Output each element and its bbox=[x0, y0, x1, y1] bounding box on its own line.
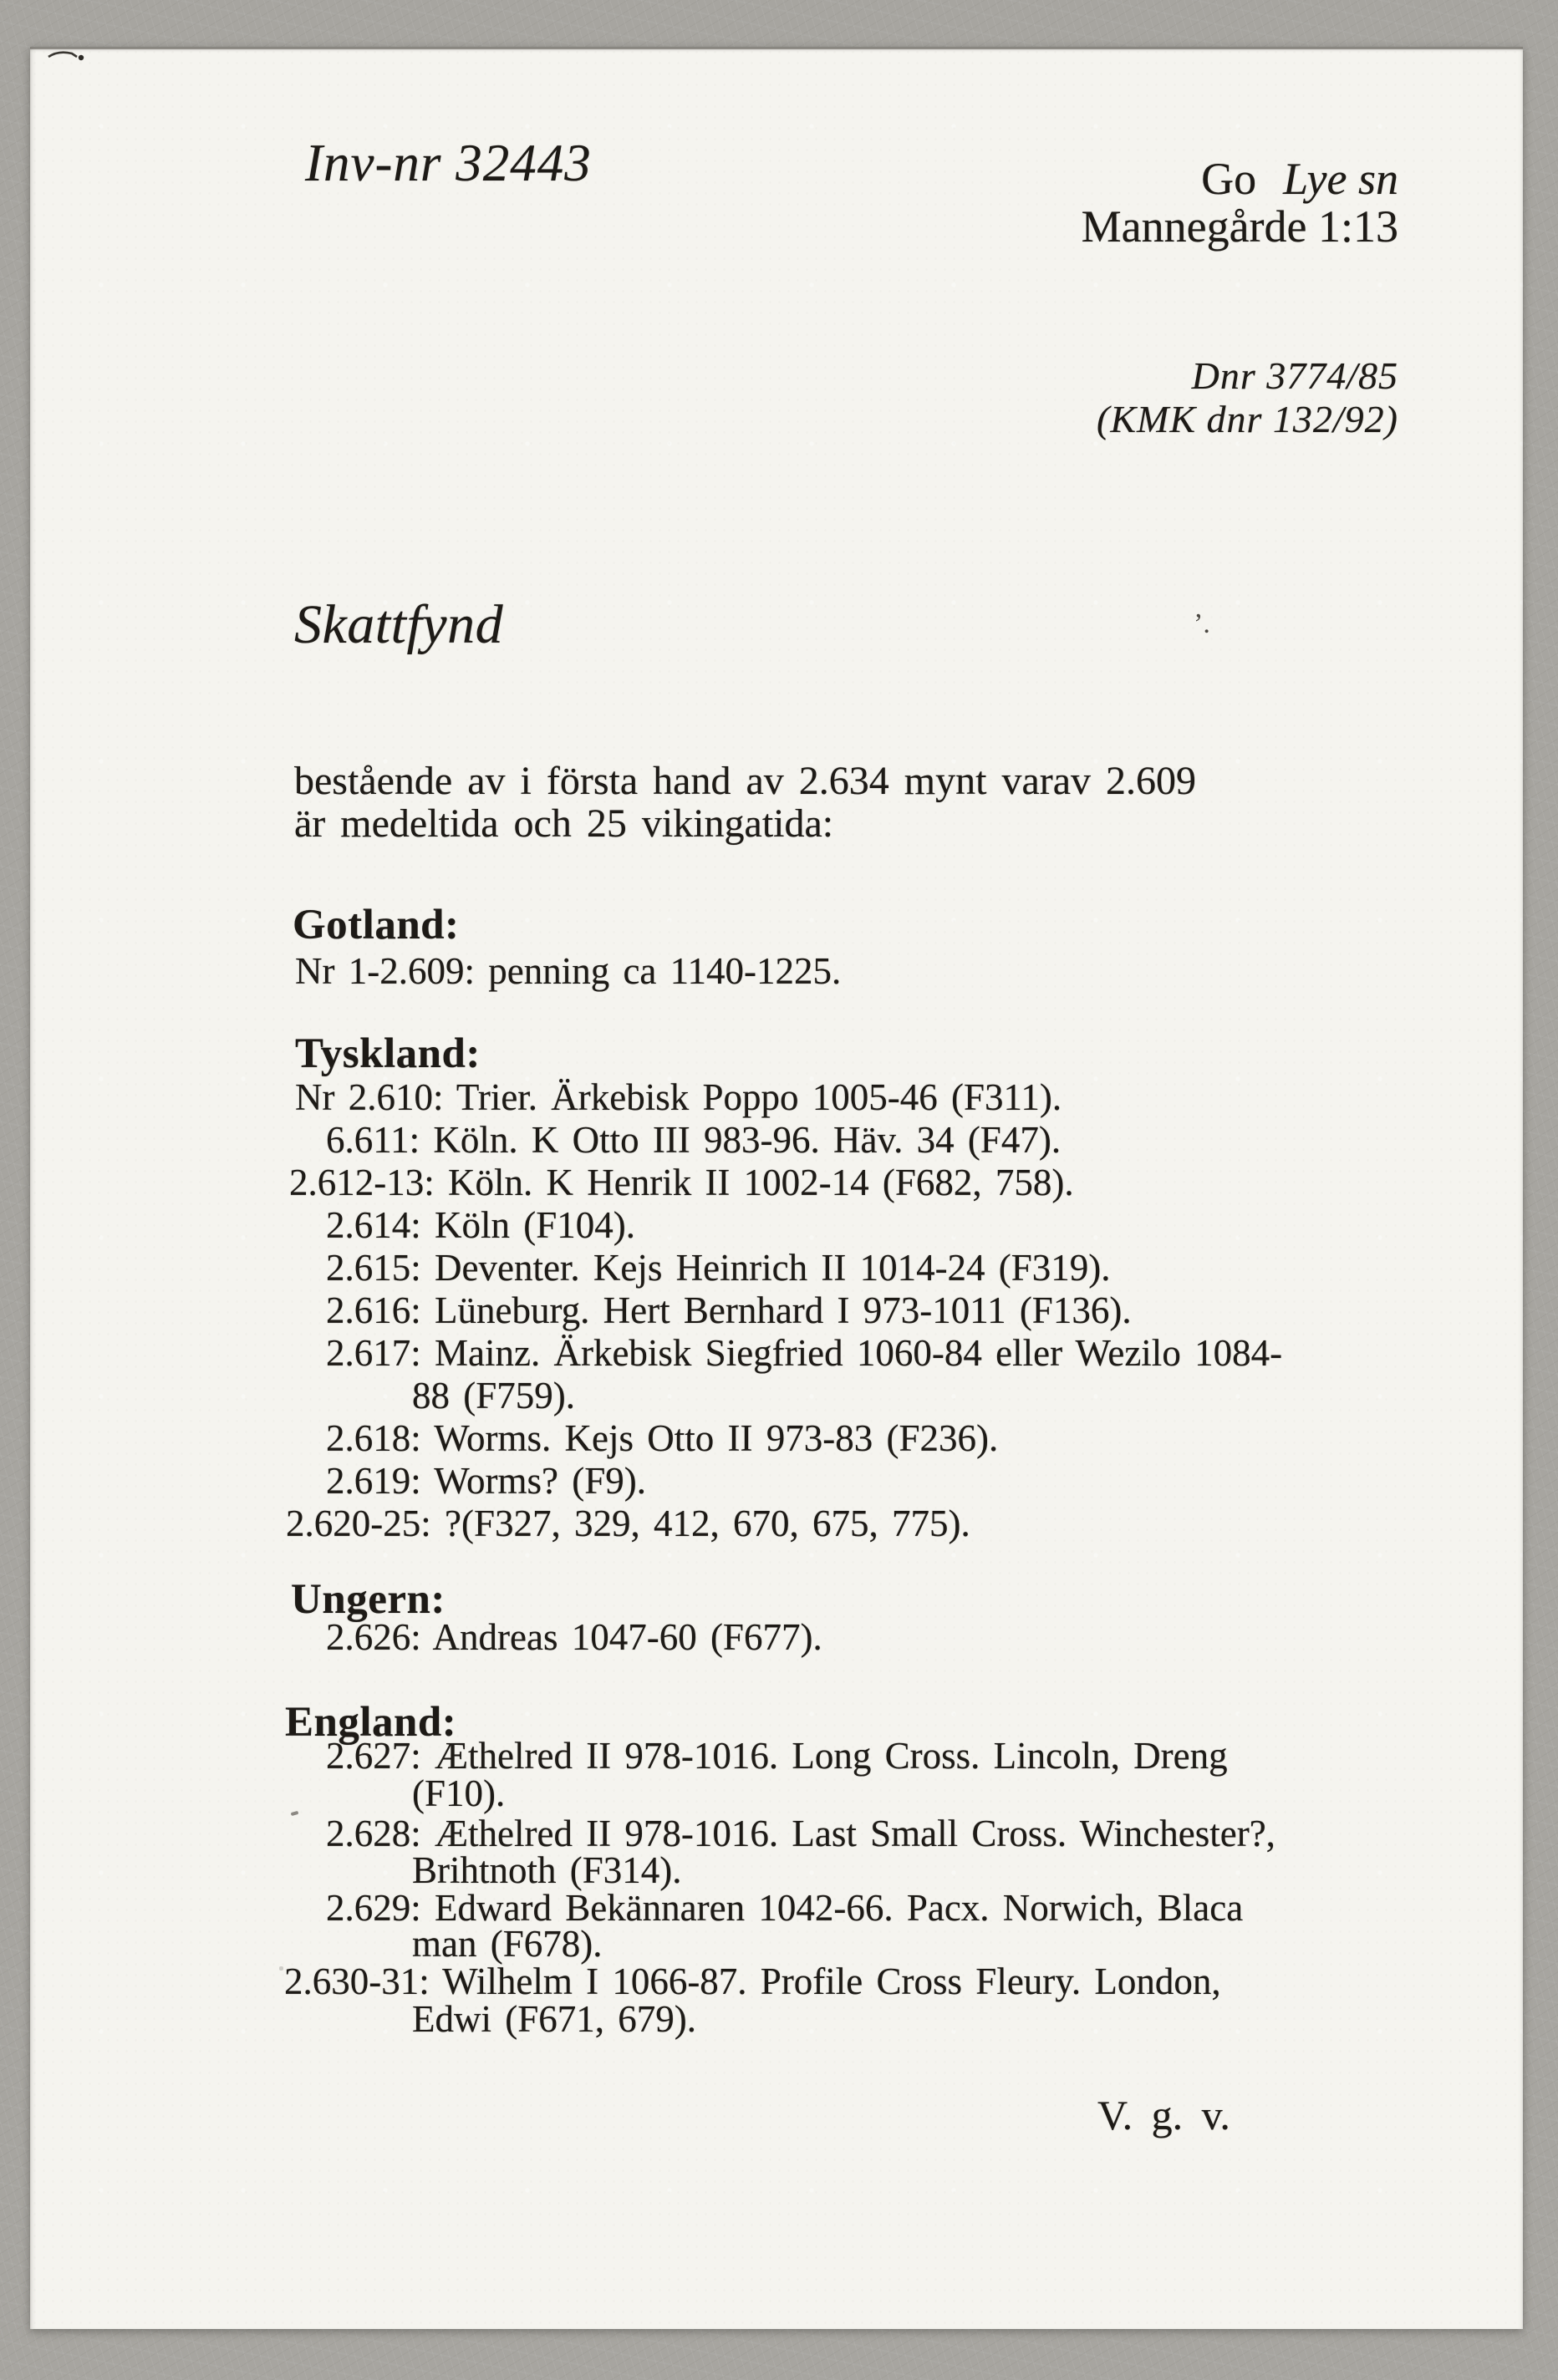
section-heading-gotland: Gotland: bbox=[293, 902, 460, 948]
parish-line bbox=[1201, 154, 1398, 204]
entry-line: 6.611: Köln. K Otto III 983-96. Häv. 34 (F47). bbox=[326, 1119, 1062, 1161]
page-title: Skattfynd bbox=[294, 594, 504, 655]
dnr-line: Dnr 3774/85 bbox=[1191, 354, 1398, 397]
intro-line-1: bestående av i första hand av 2.634 mynt varav 2.609 bbox=[294, 759, 1197, 803]
entry-line: 2.614: Köln (F104). bbox=[326, 1204, 635, 1246]
parish-name: Lye sn bbox=[1283, 154, 1398, 204]
entry-line: 2.620-25: ?(F327, 329, 412, 670, 675, 775). bbox=[286, 1503, 970, 1544]
entry-line: 2.629: Edward Bekännaren 1042-66. Pacx. Norwich, Blaca bbox=[326, 1887, 1244, 1929]
entry-line: 2.630-31: Wilhelm I 1066-87. Profile Cross Fleury. London, bbox=[284, 1960, 1221, 2002]
kmk-dnr-line: (KMK dnr 132/92) bbox=[1097, 398, 1398, 440]
entry-line: Nr 1-2.609: penning ca 1140-1225. bbox=[295, 950, 842, 992]
ink-speck bbox=[279, 1966, 283, 1971]
section-heading-england: England: bbox=[285, 1699, 457, 1746]
document-sheet bbox=[30, 47, 1523, 2329]
entry-continuation-line: Brihtnoth (F314). bbox=[412, 1849, 682, 1891]
entry-continuation-line: man (F678). bbox=[412, 1923, 603, 1965]
entry-line: 2.626: Andreas 1047-60 (F677). bbox=[326, 1616, 822, 1658]
section-heading-tyskland: Tyskland: bbox=[295, 1030, 481, 1077]
entry-continuation-line: (F10). bbox=[412, 1772, 506, 1814]
parish-prefix: Go bbox=[1201, 154, 1257, 204]
entry-line: 2.618: Worms. Kejs Otto II 973-83 (F236). bbox=[326, 1417, 999, 1459]
inventory-number: Inv-nr 32443 bbox=[305, 134, 592, 192]
intro-line-2: är medeltida och 25 vikingatida: bbox=[294, 801, 834, 846]
farm-line: Mannegårde 1:13 bbox=[1081, 201, 1398, 252]
pen-mark bbox=[47, 47, 94, 64]
entry-line: 2.619: Worms? (F9). bbox=[326, 1460, 647, 1502]
stray-ink-mark: ’. bbox=[1194, 608, 1210, 639]
entry-line: 2.617: Mainz. Ärkebisk Siegfried 1060-84 eller Wezilo 1084- bbox=[326, 1332, 1283, 1374]
entry-continuation-line: Edwi (F671, 679). bbox=[412, 1998, 696, 2040]
entry-line: 2.616: Lüneburg. Hert Bernhard I 973-1011 (F136). bbox=[326, 1289, 1132, 1331]
ink-speck bbox=[291, 1811, 299, 1816]
entry-line: 2.615: Deventer. Kejs Heinrich II 1014-24 (F319). bbox=[326, 1247, 1111, 1289]
turn-page-note: V. g. v. bbox=[1097, 2092, 1230, 2138]
entry-line: 2.627: Æthelred II 978-1016. Long Cross. Lincoln, Dreng bbox=[326, 1735, 1228, 1777]
entry-line: Nr 2.610: Trier. Ärkebisk Poppo 1005-46 (F311). bbox=[295, 1076, 1062, 1118]
section-heading-ungern: Ungern: bbox=[291, 1576, 446, 1623]
entry-line: 2.612-13: Köln. K Henrik II 1002-14 (F682, 758). bbox=[289, 1162, 1074, 1203]
entry-continuation-line: 88 (F759). bbox=[412, 1375, 575, 1416]
entry-line: 2.628: Æthelred II 978-1016. Last Small Cross. Winchester?, bbox=[326, 1813, 1275, 1854]
